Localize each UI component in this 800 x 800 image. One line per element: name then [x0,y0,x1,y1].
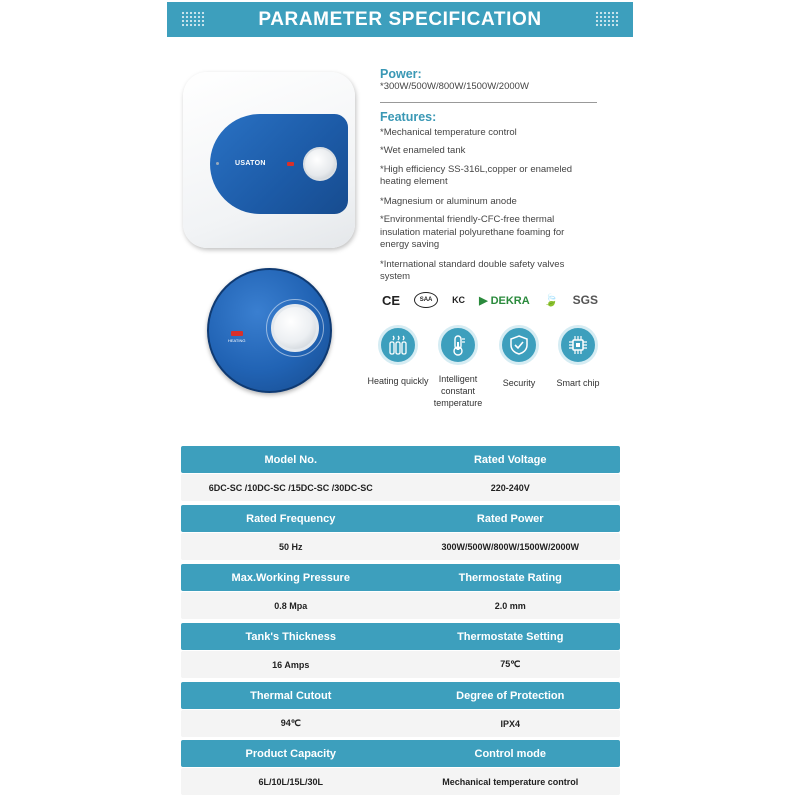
feature-label: Heating quickly [367,376,429,386]
water-heater-image [183,72,355,248]
feature-item: *International standard double safety valves system [380,258,565,282]
features-heading: Features: [380,109,437,124]
table-header-row [181,740,620,767]
table-header-row [181,682,620,709]
value-cell: 16 Amps [272,659,310,670]
value-cell: 50 Hz [278,541,303,552]
table-value-row [181,533,620,560]
heater-front-panel [210,114,348,214]
heating-indicator-led [231,331,243,336]
radiator-icon-svg [387,334,409,356]
saa-logo: SAA [414,292,438,308]
feature-item: *Magnesium or aluminum anode [380,195,517,207]
feature-label: Smart chip [556,378,600,388]
shield-icon [499,325,539,365]
header-cell: Model No. [264,453,318,466]
feature-item: *Wet enameled tank [380,145,466,156]
feature-item: *Environmental friendly-CFC-free thermal insulation material polyurethane foaming for energy saving [380,214,565,250]
kc-logo: KC [452,295,466,305]
heating-indicator-led [287,162,294,166]
page-title: PARAMETER SPECIFICATION [258,8,542,30]
feature-label: Intelligent constant temperature [433,374,483,408]
header-cell: Rated Frequency [246,512,336,525]
certification-logos [382,291,598,309]
power-heading: Power: [380,67,422,81]
sgs-logo: SGS [572,293,598,307]
table-value-row [181,474,620,501]
chip-icon [558,325,598,365]
feature-smart-chip [543,325,613,389]
feature-intelligent-temperature [423,325,493,409]
table-value-row [181,710,620,737]
dekra-logo: ▶ DEKRA [479,294,530,307]
header-cell: Rated Voltage [473,453,547,466]
radiator-icon [378,325,418,365]
value-cell: 75℃ [500,659,521,669]
value-cell: 220-240V [490,482,530,493]
table-value-row [181,768,620,795]
spec-section [380,67,600,284]
value-cell: 94℃ [280,718,301,728]
header-cell: Degree of Protection [456,689,565,702]
dots-decoration-left [181,11,205,27]
power-dot [216,162,219,165]
header-cell: Product Capacity [245,747,336,760]
value-cell: 300W/500W/800W/1500W/2000W [441,541,580,552]
table-header-row [181,564,620,591]
temperature-knob [303,147,337,181]
ce-logo: CE [382,292,401,308]
control-dial-closeup-image [207,268,332,393]
divider [380,102,597,103]
dekra-text: DEKRA [490,294,530,307]
header-cell: Max.Working Pressure [231,571,350,584]
value-cell: 6L/10L/15L/30L [258,776,324,787]
table-header-row [181,505,620,532]
feature-item: *Mechanical temperature control [380,126,517,138]
table-header-row [181,623,620,650]
leaf-logo: 🍃 [543,293,559,307]
value-cell: 0.8 Mpa [274,600,308,611]
thermometer-icon [438,325,478,365]
table-value-row [181,592,620,619]
shield-icon-svg [508,334,530,356]
title-banner [167,2,633,37]
dots-decoration-right [595,11,619,27]
value-cell: IPX4 [500,718,520,729]
heating-label: HEATING [228,338,246,343]
header-cell: Tank's Thickness [245,630,336,643]
header-cell: Rated Power [476,512,544,525]
value-cell: 6DC-SC /10DC-SC /15DC-SC /30DC-SC [208,482,373,493]
power-value: *300W/500W/800W/1500W/2000W [380,81,529,92]
header-cell: Thermostate Rating [458,571,562,584]
header-cell: Thermal Cutout [250,689,332,702]
feature-item: *High efficiency SS-316L,copper or enameled heating element [380,163,573,187]
header-cell: Thermostate Setting [457,630,564,643]
thermometer-icon-svg [447,334,469,356]
feature-label: Security [502,378,536,388]
temperature-knob-closeup [271,304,319,352]
value-cell: 2.0 mm [494,600,526,611]
header-cell: Control mode [474,747,546,760]
brand-logo: USATON [235,160,266,167]
value-cell: Mechanical temperature control [442,776,579,787]
table-value-row [181,651,620,678]
table-header-row [181,446,620,473]
chip-icon-svg [567,334,589,356]
